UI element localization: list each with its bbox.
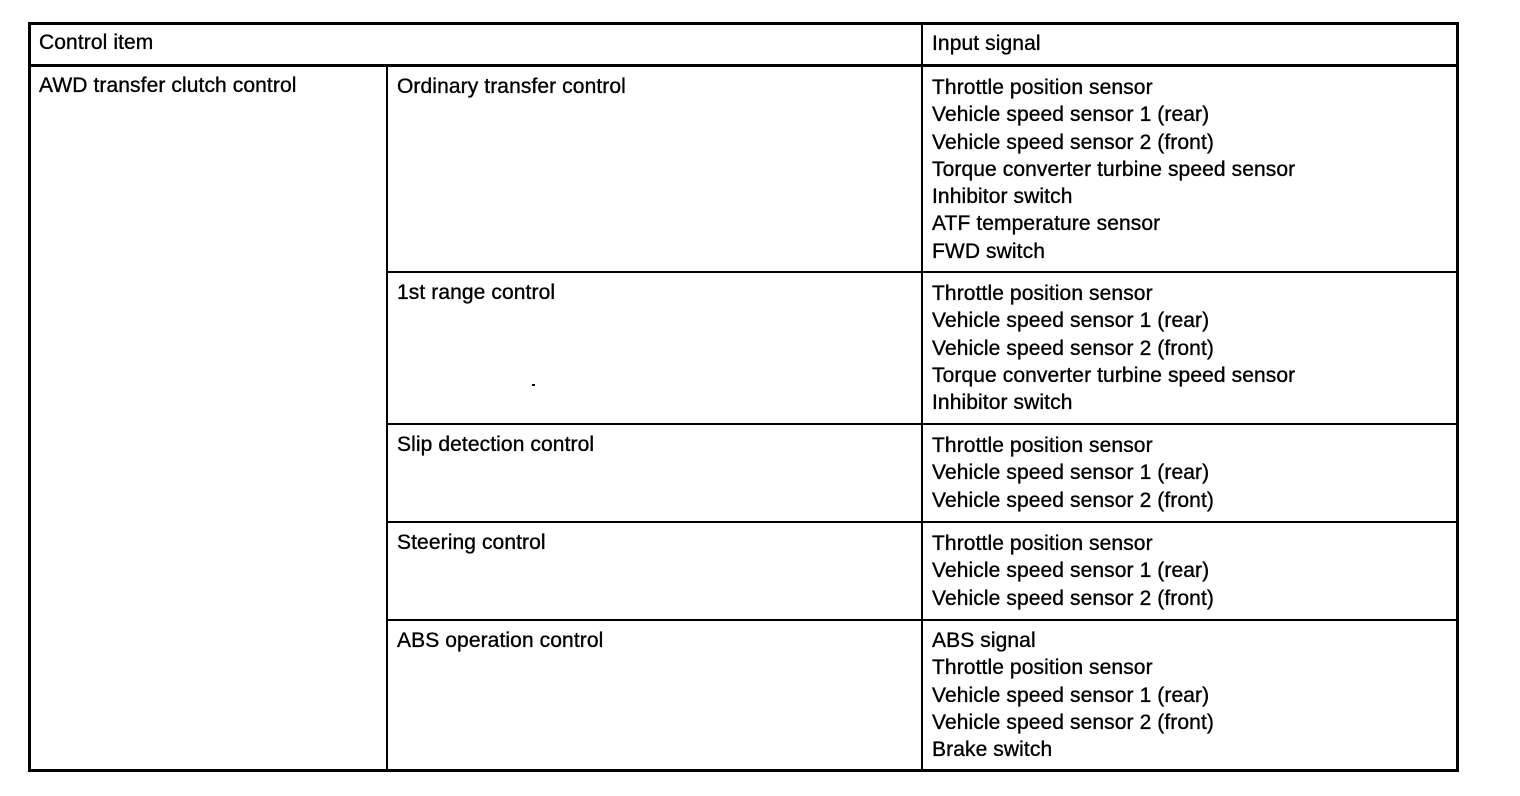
signal-column-divider	[921, 25, 923, 769]
signal-item: Throttle position sensor	[932, 434, 1153, 457]
signal-item: Vehicle speed sensor 2 (front)	[932, 586, 1214, 610]
row-divider	[388, 521, 1456, 523]
signal-item: Vehicle speed sensor 2 (front)	[932, 130, 1214, 154]
group-cell	[31, 72, 386, 99]
signal-item: Torque converter turbine speed sensor	[932, 363, 1296, 387]
signal-item: Vehicle speed sensor 2 (front)	[932, 488, 1214, 512]
row-4-signals	[924, 627, 1459, 763]
signal-item: Throttle position sensor	[932, 656, 1153, 680]
control-label: Steering control	[397, 531, 546, 554]
row-1-control	[389, 279, 921, 306]
control-label: Ordinary transfer control	[397, 75, 626, 98]
signal-item: Inhibitor switch	[932, 391, 1073, 415]
control-signal-table	[28, 22, 1459, 772]
signal-item: Vehicle speed sensor 1 (rear)	[932, 559, 1210, 583]
row-divider	[388, 423, 1456, 425]
row-3-control	[389, 529, 921, 556]
signal-item: FWD switch	[932, 239, 1045, 263]
header-control-item	[31, 29, 921, 67]
signal-item: Vehicle speed sensor 1 (rear)	[932, 461, 1210, 485]
signal-item: Vehicle speed sensor 1 (rear)	[932, 103, 1210, 127]
header-input-signal	[924, 30, 1459, 68]
signal-item: Vehicle speed sensor 2 (front)	[932, 336, 1214, 360]
row-0-control	[389, 73, 921, 100]
signal-item: Vehicle speed sensor 2 (front)	[932, 710, 1214, 734]
group-label: AWD transfer clutch control	[39, 74, 297, 97]
signal-item: Vehicle speed sensor 1 (rear)	[932, 683, 1210, 707]
row-4-control	[389, 627, 921, 654]
row-2-signals	[924, 432, 1459, 514]
signal-item: ATF temperature sensor	[932, 212, 1161, 236]
control-label: Slip detection control	[397, 433, 595, 456]
header-input-signal-label: Input signal	[932, 32, 1041, 55]
scan-speck	[532, 384, 535, 386]
signal-item: ABS signal	[932, 629, 1036, 652]
row-1-signals	[924, 280, 1459, 416]
signal-item: Brake switch	[932, 738, 1053, 762]
signal-item: Torque converter turbine speed sensor	[932, 157, 1296, 181]
control-label: ABS operation control	[397, 629, 604, 652]
signal-item: Throttle position sensor	[932, 76, 1153, 99]
signal-item: Throttle position sensor	[932, 532, 1153, 555]
signal-item: Throttle position sensor	[932, 282, 1153, 305]
row-0-signals	[924, 74, 1459, 265]
row-divider	[388, 271, 1456, 273]
row-3-signals	[924, 530, 1459, 612]
signal-item: Inhibitor switch	[932, 185, 1073, 209]
header-control-item-label: Control item	[39, 31, 154, 54]
row-divider	[388, 619, 1456, 621]
header-divider	[31, 64, 1456, 67]
row-2-control	[389, 431, 921, 458]
signal-item: Vehicle speed sensor 1 (rear)	[932, 309, 1210, 333]
group-column-divider	[386, 67, 388, 769]
control-label: 1st range control	[397, 281, 556, 304]
